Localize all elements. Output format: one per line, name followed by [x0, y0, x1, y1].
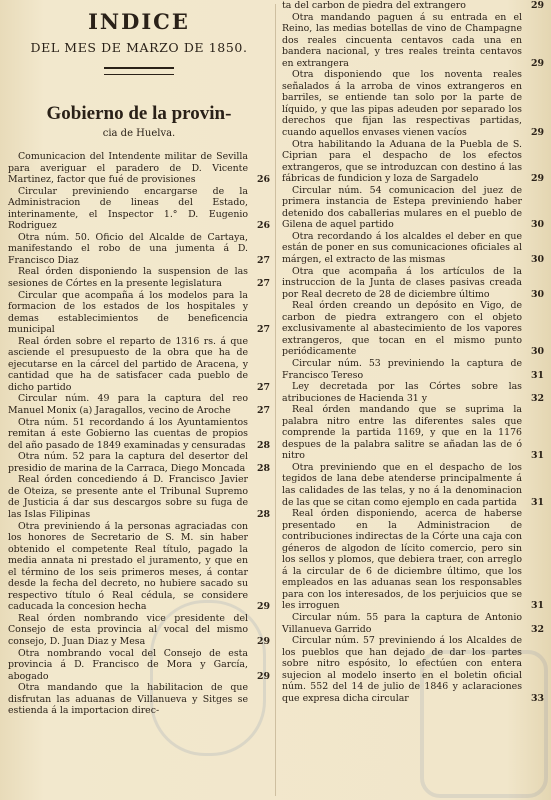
left-entry-list [8, 151, 270, 717]
index-entry [8, 266, 270, 289]
entry-text: Real órden mandando que se suprima la palabra nitro entre las diferentes sales que comprende la partida 1169, y que en la 1176 despues de la palabra salitre se añadan las de ó nitro [282, 404, 522, 462]
entry-text: Otra previniendo que en el despacho de los tegidos de lana debe atenderse principalmente á las calidades de las telas, y no á la denominacion de las que se citan como ejemplo en cada partida [282, 461, 522, 508]
index-entry [8, 682, 270, 717]
entry-text: Otra núm. 51 recordando á los Ayuntamientos remitan á este Gobierno las cuentas de propios del año pasado de 1849 examinadas y censuradas [8, 416, 248, 451]
entry-text: Comunicacion del Intendente militar de Sevilla para averiguar el paradero de D. Vicente Martinez, factor que fué de provisiones [8, 151, 248, 186]
entry-page-number: 29 [256, 601, 270, 613]
index-entry [282, 404, 544, 462]
index-entry [8, 290, 270, 336]
entry-page-number: 30 [530, 346, 544, 358]
entry-page-number: 31 [530, 450, 544, 462]
entry-page-number: 31 [530, 369, 544, 381]
entry-text: Real órden disponiendo la suspension de las sesiones de Córtes en la presente legislatura [8, 266, 248, 290]
index-entry [282, 185, 544, 231]
entry-text: Otra nombrando vocal del Consejo de esta provincia á D. Francisco de Mora y García, abogado [8, 647, 248, 682]
entry-text: Circular núm. 57 previniendo á los Alcaldes de los pueblos que han dejado de dar los partes sobre nitro espósito, lo efectúen con entera sujecion al modelo inserto en el boletin oficial núm. 552 del 14 de julio de 1846 y aclaraciones que expresa dicha circular [282, 635, 522, 704]
index-entry [282, 300, 544, 358]
index-entry [8, 336, 270, 394]
entry-page-number: 28 [256, 462, 270, 474]
index-entry [282, 0, 544, 12]
entry-page-number: 27 [256, 405, 270, 417]
index-entry [8, 474, 270, 520]
entry-page-number: 29 [530, 0, 544, 11]
index-title: INDICE [88, 9, 190, 34]
entry-page-number: 27 [256, 278, 270, 290]
entry-page-number: 32 [530, 623, 544, 635]
index-entry [8, 521, 270, 613]
right-column [282, 0, 544, 704]
entry-text: Circular núm. 53 previniendo la captura de Francisco Tereso [282, 357, 522, 381]
entry-text: Circular previniendo encargarse de la Administracion de lineas del Estado, interinamente, el Inspector 1.° D. Eugenio Rodriguez [8, 185, 248, 232]
entry-text: Real órden concediendo á D. Francisco Javier de Oteiza, se presente ante el Tribunal Supremo de Justicia á dar sus descargos sobre su fuga de las Islas Filipinas [8, 474, 248, 520]
entry-text: Otra disponiendo que los noventa reales señalados á la arroba de vinos extrangeros en barriles, se entiende tan solo por la parte de líquido, y que las pipas adeuden por separado los derechos que fijan las respectivas partidas, cuando aquellos envases vienen vacíos [282, 69, 522, 139]
index-entry [282, 381, 544, 404]
entry-page-number: 31 [530, 600, 544, 612]
entry-page-number: 29 [530, 173, 544, 185]
index-entry [282, 462, 544, 508]
entry-text: Otra núm. 50. Oficio del Alcalde de Cartaya, manifestando el robo de una jumenta á D. Francisco Diaz [8, 231, 248, 266]
section-title: Gobierno de la provin- [46, 103, 232, 124]
entry-text: Real órden nombrando vice presidente del Consejo de esta provincia al vocal del mismo consejo, D. Juan Diaz y Mesa [8, 612, 248, 647]
entry-page-number: 26 [256, 174, 270, 186]
section-subtitle: cia de Huelva. [102, 128, 176, 139]
entry-text: Otra mandando que la habilitacion de que disfrutan las aduanas de Villanueva y Sitges se estienda á la importacion direc- [8, 682, 248, 717]
entry-text: Otra mandando paguen á su entrada en el Reino, las medias botellas de vino de Champagne dos reales cincuenta centavos cada una en bandera nacional, y tres reales treinta centavos en extrangera [282, 11, 522, 69]
index-entry [8, 451, 270, 474]
title-rule [104, 67, 174, 75]
entry-text: Otra recordando á los alcaldes el deber en que están de poner en sus comunicaciones oficiales al márgen, el extracto de las mismas [282, 230, 522, 266]
entry-text: Circular núm. 49 para la captura del reo Manuel Monix (a) Jaragallos, vecino de Aroche [8, 393, 248, 417]
entry-text: Real órden disponiendo, acerca de haberse presentado en la Administracion de contribuciones indirectas de la Córte una caja con géneros de algodon de lícito comercio, pero sin los sellos y plomos, que debiera traer, con arreglo á la circular de 6 de diciembre último, que los empleados en las aduanas sean los responsables para con los interesados, de los perjuicios que se les irroguen [282, 508, 522, 612]
entry-page-number: 29 [256, 635, 270, 647]
index-entry [282, 266, 544, 301]
entry-page-number: 32 [530, 392, 544, 404]
index-entry [282, 231, 544, 266]
entry-page-number: 28 [256, 439, 270, 451]
entry-text: Real órden creando un depósito en Vigo, de carbon de piedra extrangero con el objeto exclusivamente al abastecimiento de los vapores extrangeros, que tocan en el mismo punto periódicamente [282, 300, 522, 358]
index-entry [282, 635, 544, 704]
entry-page-number: 29 [530, 57, 544, 69]
entry-text: Circular núm. 55 para la captura de Antonio Villanueva Garrido [282, 611, 522, 635]
entry-page-number: 33 [530, 692, 544, 704]
index-entry [8, 186, 270, 232]
index-entry [282, 612, 544, 635]
entry-page-number: 28 [256, 508, 270, 520]
entry-page-number: 27 [256, 324, 270, 336]
entry-text: Otra que acompaña á los artículos de la instruccion de la Junta de clases pasivas creada por Real decreto de 28 de diciembre último [282, 265, 522, 300]
entry-page-number: 30 [530, 219, 544, 231]
index-entry [282, 139, 544, 185]
index-subtitle: DEL MES DE MARZO DE 1850. [30, 40, 248, 55]
entry-page-number: 30 [530, 288, 544, 300]
entry-text: Ley decretada por las Córtes sobre las atribuciones de Hacienda 31 y [282, 381, 522, 404]
entry-page-number: 27 [256, 254, 270, 266]
index-entry [8, 232, 270, 267]
entry-text: Otra habilitando la Aduana de la Puebla de S. Ciprian para el despacho de los efectos extrangeros, que se introduzcan con destino á las fábricas de fundicion y loza de Sargadelo [282, 138, 522, 185]
index-entry [8, 393, 270, 416]
index-entry [282, 12, 544, 70]
index-entry [8, 648, 270, 683]
index-entry [8, 417, 270, 452]
entry-text: Otra previniendo á la personas agraciadas con los honores de Secretario de S. M. sin haber obtenido el competente Real título, pagado la media annata ni prestado el juramento, y que en el término de los seis primeros meses, á contar desde la fecha del decreto, no hubiere sacado su respectivo título ó Real cédula, se considere caducada la concesion hecha [8, 520, 248, 613]
right-entry-list [282, 0, 544, 704]
entry-text: Circular que acompaña á los modelos para la formacion de los estados de los hospitales y demas establecimientos de beneficencia municipal [8, 289, 248, 336]
entry-page-number: 27 [256, 381, 270, 393]
left-column [8, 0, 270, 717]
entry-page-number: 30 [530, 254, 544, 266]
entry-page-number: 29 [256, 670, 270, 682]
entry-page-number: 26 [256, 220, 270, 232]
index-entry [282, 69, 544, 138]
entry-text: Circular núm. 54 comunicacion del juez de primera instancia de Estepa previniendo haber detenido dos caballerias mulares en el pueblo de Gilena de aquel partido [282, 184, 522, 231]
index-entry [282, 358, 544, 381]
column-divider [275, 4, 276, 796]
entry-text: Otra núm. 52 para la captura del desertor del presidio de marina de la Carraca, Diego Moncada [8, 451, 248, 474]
entry-text: ta del carbon de piedra del extrangero [282, 0, 466, 11]
entry-page-number: 29 [530, 127, 544, 139]
entry-page-number: 31 [530, 496, 544, 508]
index-entry [8, 151, 270, 186]
entry-text: Real órden sobre el reparto de 1316 rs. á que asciende el presupuesto de la obra que ha de ejecutarse en la cárcel del partido de Aracena, y cantidad que ha de satisfacer cada pueblo de dicho partido [8, 335, 248, 393]
index-entry [8, 613, 270, 648]
index-entry [282, 508, 544, 612]
